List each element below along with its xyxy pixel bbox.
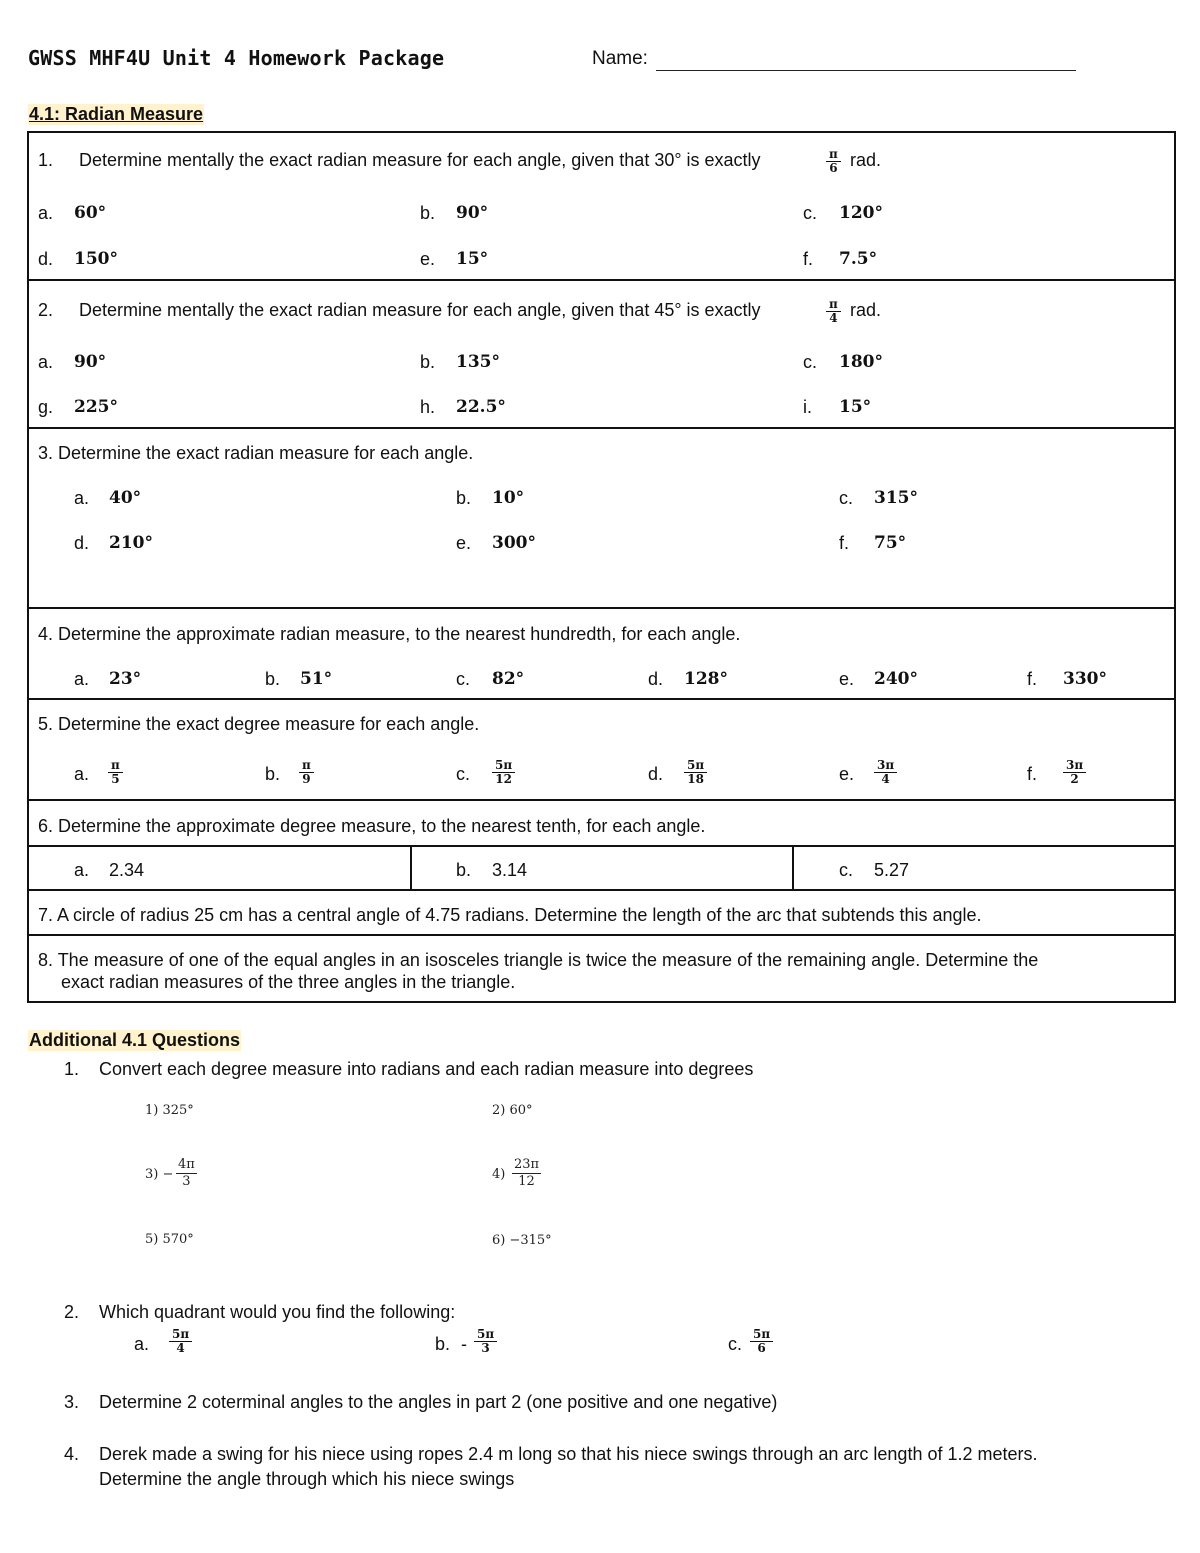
additional-question-4-text-line-2: Determine the angle through which his niece swings <box>99 1469 515 1489</box>
convert-item: 5) 570° <box>145 1232 194 1247</box>
item-label: c. <box>803 352 818 372</box>
question-number: 4. <box>64 1444 80 1464</box>
denominator: 18 <box>687 772 704 786</box>
radian-fraction <box>750 1328 773 1355</box>
row-divider <box>27 889 1176 891</box>
cell-divider <box>410 845 412 890</box>
radian-fraction <box>176 1157 197 1190</box>
row-divider <box>27 698 1176 700</box>
question-8-text-line-2: exact radian measures of the three angles in the triangle. <box>61 972 516 992</box>
item-label: c. <box>728 1334 743 1354</box>
item-label: c. <box>803 203 818 223</box>
item-label: e. <box>456 533 472 553</box>
angle-value: 225° <box>74 397 118 417</box>
angle-value: 150° <box>74 249 118 269</box>
name-label: Name: <box>592 48 648 69</box>
denominator: 6 <box>757 1341 766 1355</box>
item-label: e. <box>839 764 855 784</box>
convert-item: 1) 325° <box>145 1103 194 1118</box>
item-label: e. <box>839 669 855 689</box>
angle-value: 7.5° <box>839 249 878 269</box>
question-number: 2. <box>64 1302 80 1322</box>
row-divider <box>27 799 1176 801</box>
radian-fraction <box>108 759 123 786</box>
angle-value: 135° <box>456 352 500 372</box>
numerator: 5π <box>750 1328 773 1342</box>
additional-section-title: Additional 4.1 Questions <box>29 1030 241 1050</box>
angle-value: 315° <box>874 488 918 508</box>
question-2-text: Determine mentally the exact radian measure for each angle, given that 45° is exactly <box>79 300 761 320</box>
denominator: 12 <box>495 772 512 786</box>
question-3-text: 3. Determine the exact radian measure for each angle. <box>38 443 474 463</box>
item-label: a. <box>38 203 54 223</box>
item-label: f. <box>1027 764 1038 784</box>
denominator: 3 <box>481 1341 490 1355</box>
item-label: b. <box>435 1334 451 1354</box>
row-divider <box>27 607 1176 609</box>
question-1-text: Determine mentally the exact radian measure for each angle, given that 30° is exactly <box>79 150 761 170</box>
radian-fraction <box>684 759 707 786</box>
item-label: a. <box>38 352 54 372</box>
numerator: π <box>826 298 841 312</box>
denominator: 9 <box>302 772 311 786</box>
angle-value: 22.5° <box>456 397 506 417</box>
angle-value: 128° <box>684 669 728 689</box>
convert-item-label: 3) − <box>145 1167 174 1182</box>
question-5-text: 5. Determine the exact degree measure for each angle. <box>38 714 480 734</box>
row-divider <box>27 845 1176 847</box>
question-number: 1. <box>38 150 54 170</box>
item-label: b. <box>420 203 436 223</box>
item-label: a. <box>134 1334 150 1354</box>
item-label: f. <box>803 249 814 269</box>
item-label: a. <box>74 860 90 880</box>
radian-fraction <box>1063 759 1086 786</box>
convert-item: 2) 60° <box>492 1103 533 1118</box>
item-label: d. <box>38 249 54 269</box>
question-4-text: 4. Determine the approximate radian measure, to the nearest hundredth, for each angle. <box>38 624 741 644</box>
additional-question-3-text: Determine 2 coterminal angles to the angles in part 2 (one positive and one negative) <box>99 1392 778 1412</box>
item-label: a. <box>74 488 90 508</box>
angle-value: 240° <box>874 669 918 689</box>
radian-fraction <box>874 759 897 786</box>
angle-value: 120° <box>839 203 883 223</box>
numerator: 3π <box>1063 759 1086 773</box>
item-label: b. <box>265 764 281 784</box>
angle-value: 180° <box>839 352 883 372</box>
item-label: b. <box>456 488 472 508</box>
question-number: 1. <box>64 1059 80 1079</box>
numerator: 4π <box>178 1157 195 1172</box>
item-label: b. <box>265 669 281 689</box>
item-label: d. <box>648 764 664 784</box>
item-label: b. <box>456 860 472 880</box>
numerator: π <box>299 759 314 773</box>
radian-fraction <box>474 1328 497 1355</box>
question-number: 3. <box>64 1392 80 1412</box>
numerator: 3π <box>874 759 897 773</box>
radian-value: 3.14 <box>492 860 528 880</box>
row-divider <box>27 279 1176 281</box>
section-title: 4.1: Radian Measure <box>29 104 204 124</box>
angle-value: 10° <box>492 488 525 508</box>
item-label: f. <box>1027 669 1038 689</box>
angle-value: 82° <box>492 669 525 689</box>
angle-value: 90° <box>456 203 489 223</box>
item-label: c. <box>839 860 854 880</box>
item-label: f. <box>839 533 850 553</box>
angle-value: 15° <box>456 249 489 269</box>
denominator: 4 <box>176 1341 185 1355</box>
numerator: 5π <box>684 759 707 773</box>
cell-divider <box>792 845 794 890</box>
question-8-text-line-1: 8. The measure of one of the equal angles in an isosceles triangle is twice the measure of the remaining angle. Determine the <box>38 950 1039 970</box>
additional-question-2-text: Which quadrant would you find the following: <box>99 1302 456 1322</box>
denominator: 4 <box>829 311 838 325</box>
denominator: 5 <box>111 772 120 786</box>
item-label: i. <box>803 397 812 417</box>
angle-value: 300° <box>492 533 536 553</box>
item-label: d. <box>648 669 664 689</box>
denominator: 4 <box>881 772 890 786</box>
questions-table <box>27 131 1176 1003</box>
denominator: 3 <box>182 1174 191 1189</box>
item-label: d. <box>74 533 90 553</box>
unit-label: rad. <box>850 150 882 170</box>
negative-sign: - <box>461 1334 467 1354</box>
name-blank-line <box>656 70 1076 71</box>
numerator: π <box>108 759 123 773</box>
convert-item-label: 4) <box>492 1167 506 1182</box>
row-divider <box>27 427 1176 429</box>
item-label: h. <box>420 397 436 417</box>
angle-value: 90° <box>74 352 107 372</box>
item-label: a. <box>74 764 90 784</box>
angle-value: 51° <box>300 669 333 689</box>
additional-question-4-text-line-1: Derek made a swing for his niece using ropes 2.4 m long so that his niece swings through an arc length of 1.2 meters. <box>99 1444 1038 1464</box>
item-label: a. <box>74 669 90 689</box>
question-number: 2. <box>38 300 54 320</box>
numerator: 5π <box>169 1328 192 1342</box>
angle-value: 210° <box>109 533 153 553</box>
item-label: g. <box>38 397 54 417</box>
angle-value: 15° <box>839 397 872 417</box>
question-6-text: 6. Determine the approximate degree measure, to the nearest tenth, for each angle. <box>38 816 706 836</box>
item-label: c. <box>456 764 471 784</box>
numerator: π <box>826 148 841 162</box>
item-label: b. <box>420 352 436 372</box>
item-label: c. <box>839 488 854 508</box>
denominator: 12 <box>518 1174 535 1189</box>
radian-fraction <box>169 1328 192 1355</box>
question-7-text: 7. A circle of radius 25 cm has a central angle of 4.75 radians. Determine the length of the arc that subtends this angle. <box>38 905 982 925</box>
angle-value: 330° <box>1063 669 1107 689</box>
item-label: c. <box>456 669 471 689</box>
radian-value: 2.34 <box>109 860 145 880</box>
angle-value: 60° <box>74 203 107 223</box>
radian-fraction <box>299 759 314 786</box>
angle-value: 40° <box>109 488 142 508</box>
denominator: 6 <box>829 161 838 175</box>
pi-over-4-fraction <box>826 298 841 325</box>
unit-label: rad. <box>850 300 882 320</box>
convert-item: 6) −315° <box>492 1233 552 1248</box>
angle-value: 23° <box>109 669 142 689</box>
radian-fraction <box>512 1157 541 1190</box>
numerator: 5π <box>492 759 515 773</box>
pi-over-6-fraction <box>826 148 841 175</box>
numerator: 5π <box>474 1328 497 1342</box>
angle-value: 75° <box>874 533 907 553</box>
denominator: 2 <box>1070 772 1079 786</box>
numerator: 23π <box>514 1157 540 1172</box>
radian-fraction <box>492 759 515 786</box>
additional-question-1-text: Convert each degree measure into radians and each radian measure into degrees <box>99 1059 754 1079</box>
radian-value: 5.27 <box>874 860 910 880</box>
item-label: e. <box>420 249 436 269</box>
row-divider <box>27 934 1176 936</box>
worksheet-title: GWSS MHF4U Unit 4 Homework Package <box>28 46 445 70</box>
